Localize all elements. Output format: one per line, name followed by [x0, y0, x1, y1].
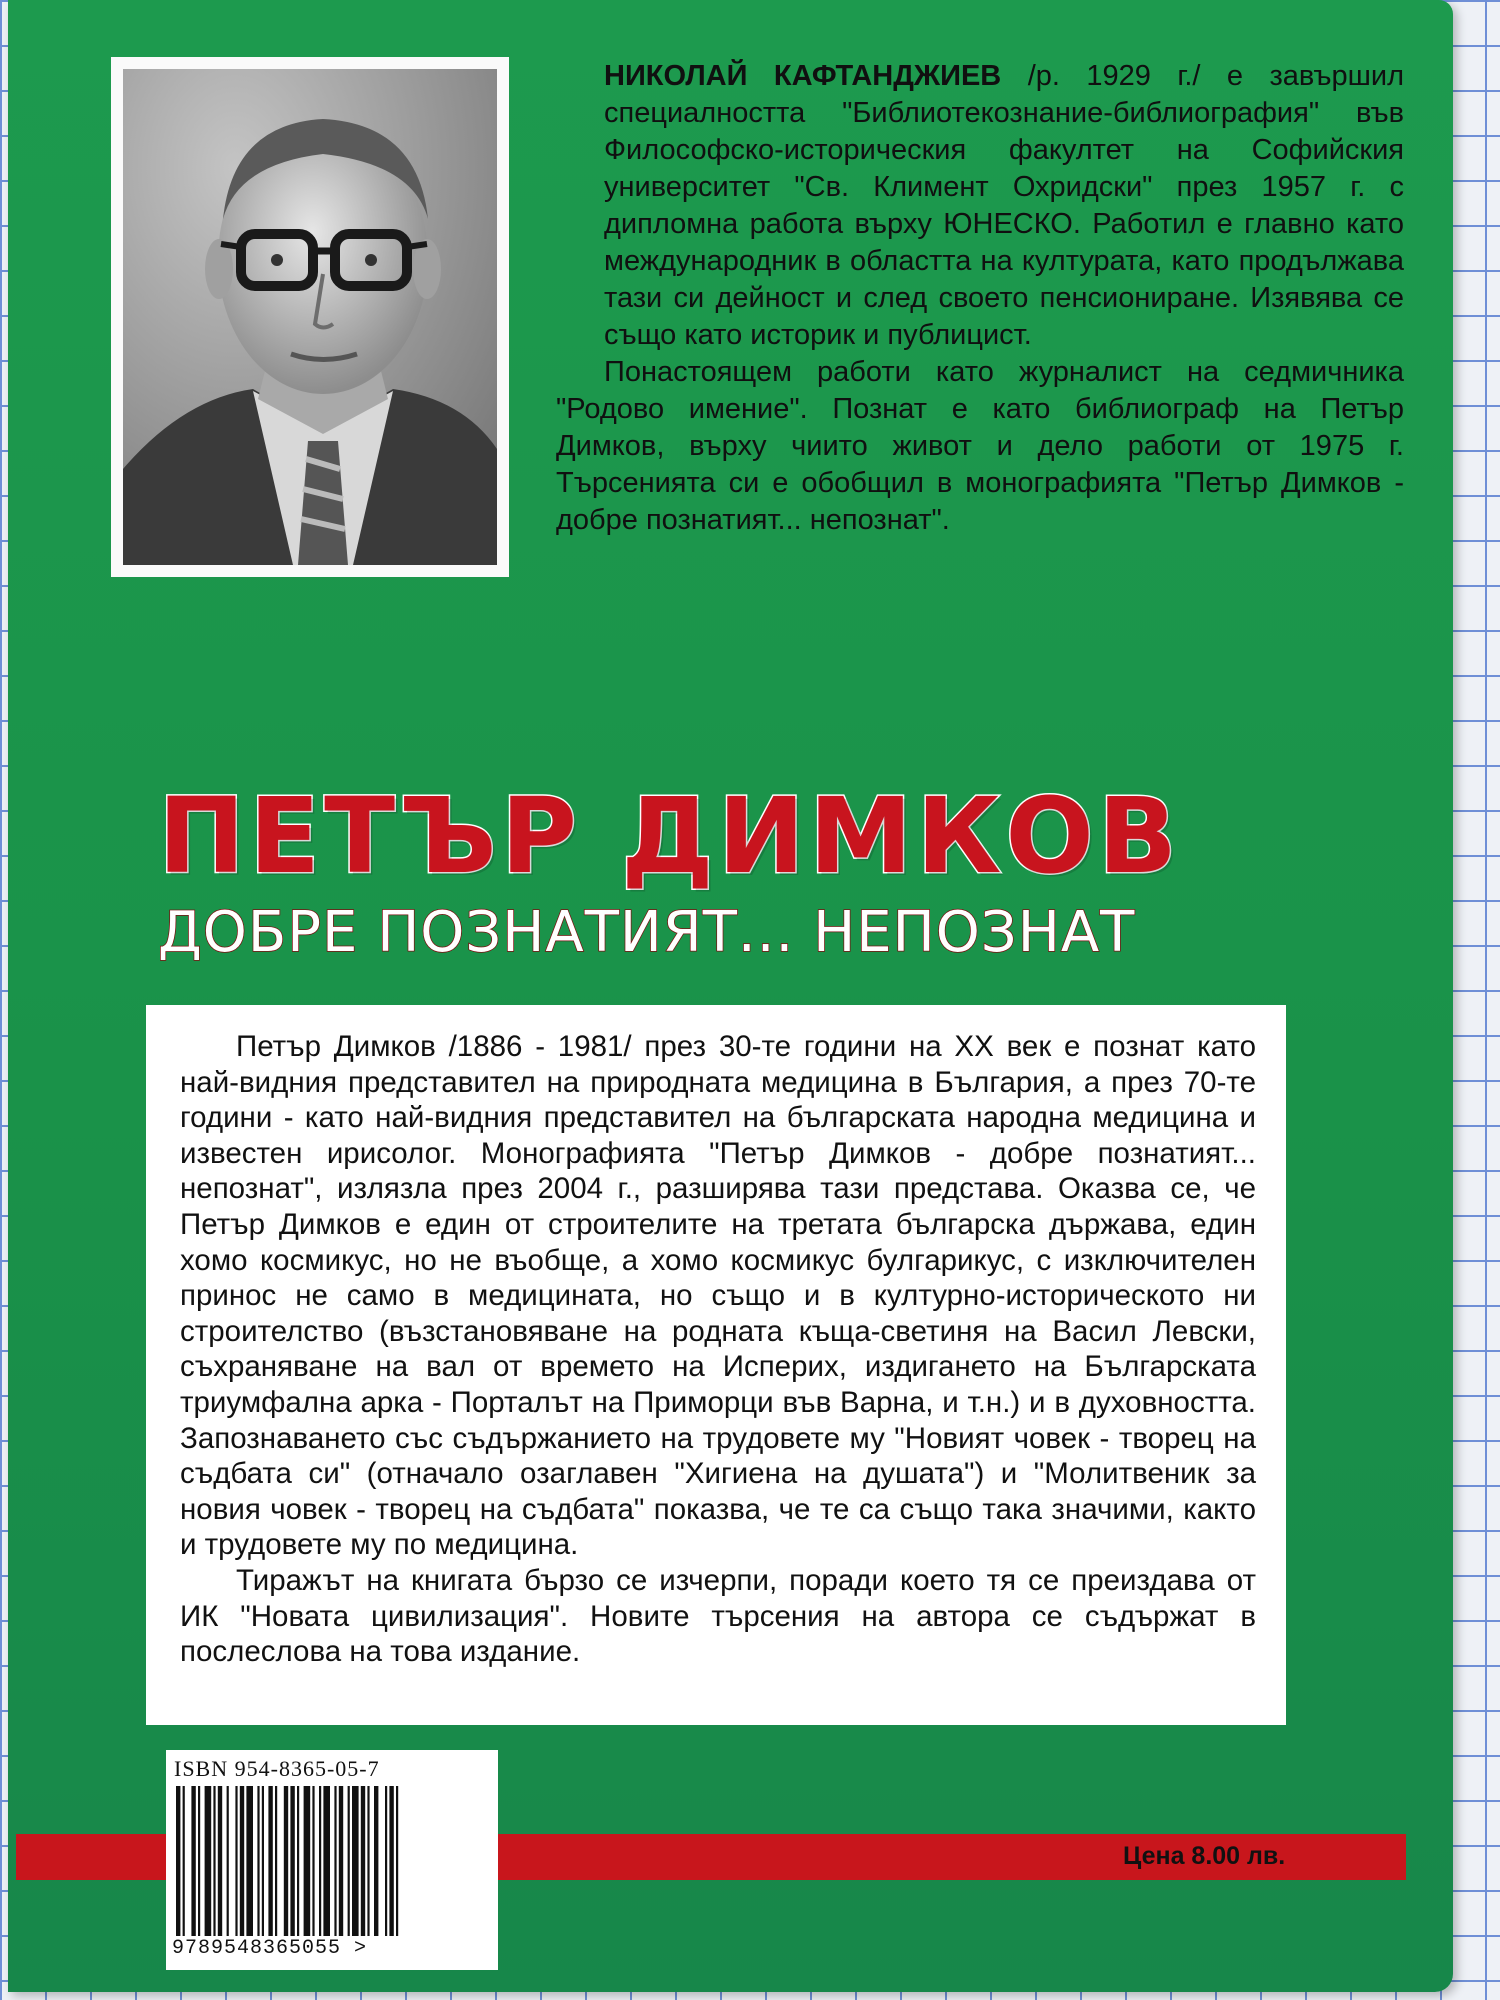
barcode-bar: [240, 1786, 244, 1936]
barcode-bar: [218, 1786, 222, 1936]
barcode-bar: [385, 1786, 387, 1936]
author-bio-paragraph-1-text: /р. 1929 г./ е завършил специалността "Библиотекознание-библиография" във Философско-историческия факултет на Софийския университет "Св. Климент Охридски" през 1957 г. с дипломна работа върху ЮНЕСКО. Работил е главно като международник в областта на културата, като продължава тази си дейност и след своето пенсиониране. Изявява се също като историк и публицист.: [604, 60, 1404, 351]
author-name: НИКОЛАЙ КАФТАНДЖИЕВ: [604, 60, 1002, 92]
book-description: [146, 1005, 1286, 1725]
barcode-bar: [304, 1786, 311, 1936]
barcode-bar: [275, 1786, 277, 1936]
barcode-bar: [319, 1786, 321, 1936]
barcode-bar: [235, 1786, 237, 1936]
barcode-bar: [198, 1786, 200, 1936]
barcode-bar: [183, 1786, 185, 1936]
barcode-bars: [174, 1786, 490, 1936]
barcode-bar: [389, 1786, 393, 1936]
barcode-bar: [257, 1786, 259, 1936]
barcode-bar: [361, 1786, 365, 1936]
barcode-bar: [339, 1786, 343, 1936]
barcode-bar: [334, 1786, 336, 1936]
author-bio-paragraph-2: Понастоящем работи като журналист на седмичника "Родово имение". Познат е като библиограф на Петър Димков, върху чиито живот и дело работи от 1975 г. Търсенията си е обобщил в монографията "Петър Димков - добре познатият... непознат".: [556, 356, 1404, 536]
isbn-label: ISBN 954-8365-05-7: [174, 1756, 380, 1781]
barcode-bar: [176, 1786, 180, 1936]
barcode-bar: [396, 1786, 398, 1936]
barcode-bar: [268, 1786, 272, 1936]
author-bio-paragraph-1: [556, 58, 1404, 354]
barcode-bar: [374, 1786, 378, 1936]
barcode-bar: [323, 1786, 330, 1936]
barcode-bar: [297, 1786, 299, 1936]
author-biography: [556, 58, 1404, 539]
barcode-bar: [191, 1786, 195, 1936]
book-title: ПЕТЪР ДИМКОВ: [158, 775, 1181, 897]
barcode-bar: [262, 1786, 264, 1936]
description-paragraph-1: Петър Димков /1886 - 1981/ през 30-те години на XX век е познат като най-видния представител на природната медицина в България, а през 70-те години - като най-видния представител на българската народна медицина и известен ирисолог. Монографията "Петър Димков - добре познатият... непознат", излязла през 2004 г., разширява тази представа. Оказва се, че Петър Димков е един от строителите на третата българска държава, един хомо космикус, но не въобще, а хомо космикус булгарикус, с изключителен принос не само в медицината, но също и в културно-историческото ни строителство (възстановяване на родната къща-светиня на Васил Левски, съхраняване на вал от времето на Исперих, издигането на Българската триумфална арка - Порталът на Приморци във Варна, и т.н.) и в духовността. Запознаването със съдържанието на трудовете му "Новият човек - творец на съдбата си" (отначало озаглавен "Хигиена на душата") и "Молитвеник за новия човек - творец на съдбата" показва, че те са също така значими, както и трудовете му по медицина.: [180, 1030, 1256, 1562]
book-back-cover: [8, 0, 1453, 1992]
barcode-digits: 9789548365055 >: [172, 1937, 368, 1960]
book-subtitle: ДОБРЕ ПОЗНАТИЯТ... НЕПОЗНАТ: [158, 900, 1136, 965]
barcode-bar: [290, 1786, 294, 1936]
barcode-bar: [312, 1786, 314, 1936]
description-paragraph-2: Тиражът на книгата бързо се изчерпи, поради което тя се преиздава от ИК "Новата цивилизация". Новите търсения на автора се съдържат в послеслова на това издание.: [180, 1563, 1256, 1669]
barcode-bar: [246, 1786, 253, 1936]
author-portrait-image: [123, 69, 497, 565]
barcode-bar: [352, 1786, 359, 1936]
author-photo: [111, 57, 509, 577]
barcode-bar: [213, 1786, 215, 1936]
barcode-bar: [227, 1786, 229, 1936]
barcode-bar: [367, 1786, 369, 1936]
barcode-bar: [205, 1786, 212, 1936]
price-label: Цена 8.00 лв.: [1123, 1842, 1286, 1870]
barcode-bar: [284, 1786, 288, 1936]
barcode-bar: [348, 1786, 350, 1936]
barcode-block: [166, 1750, 498, 1970]
